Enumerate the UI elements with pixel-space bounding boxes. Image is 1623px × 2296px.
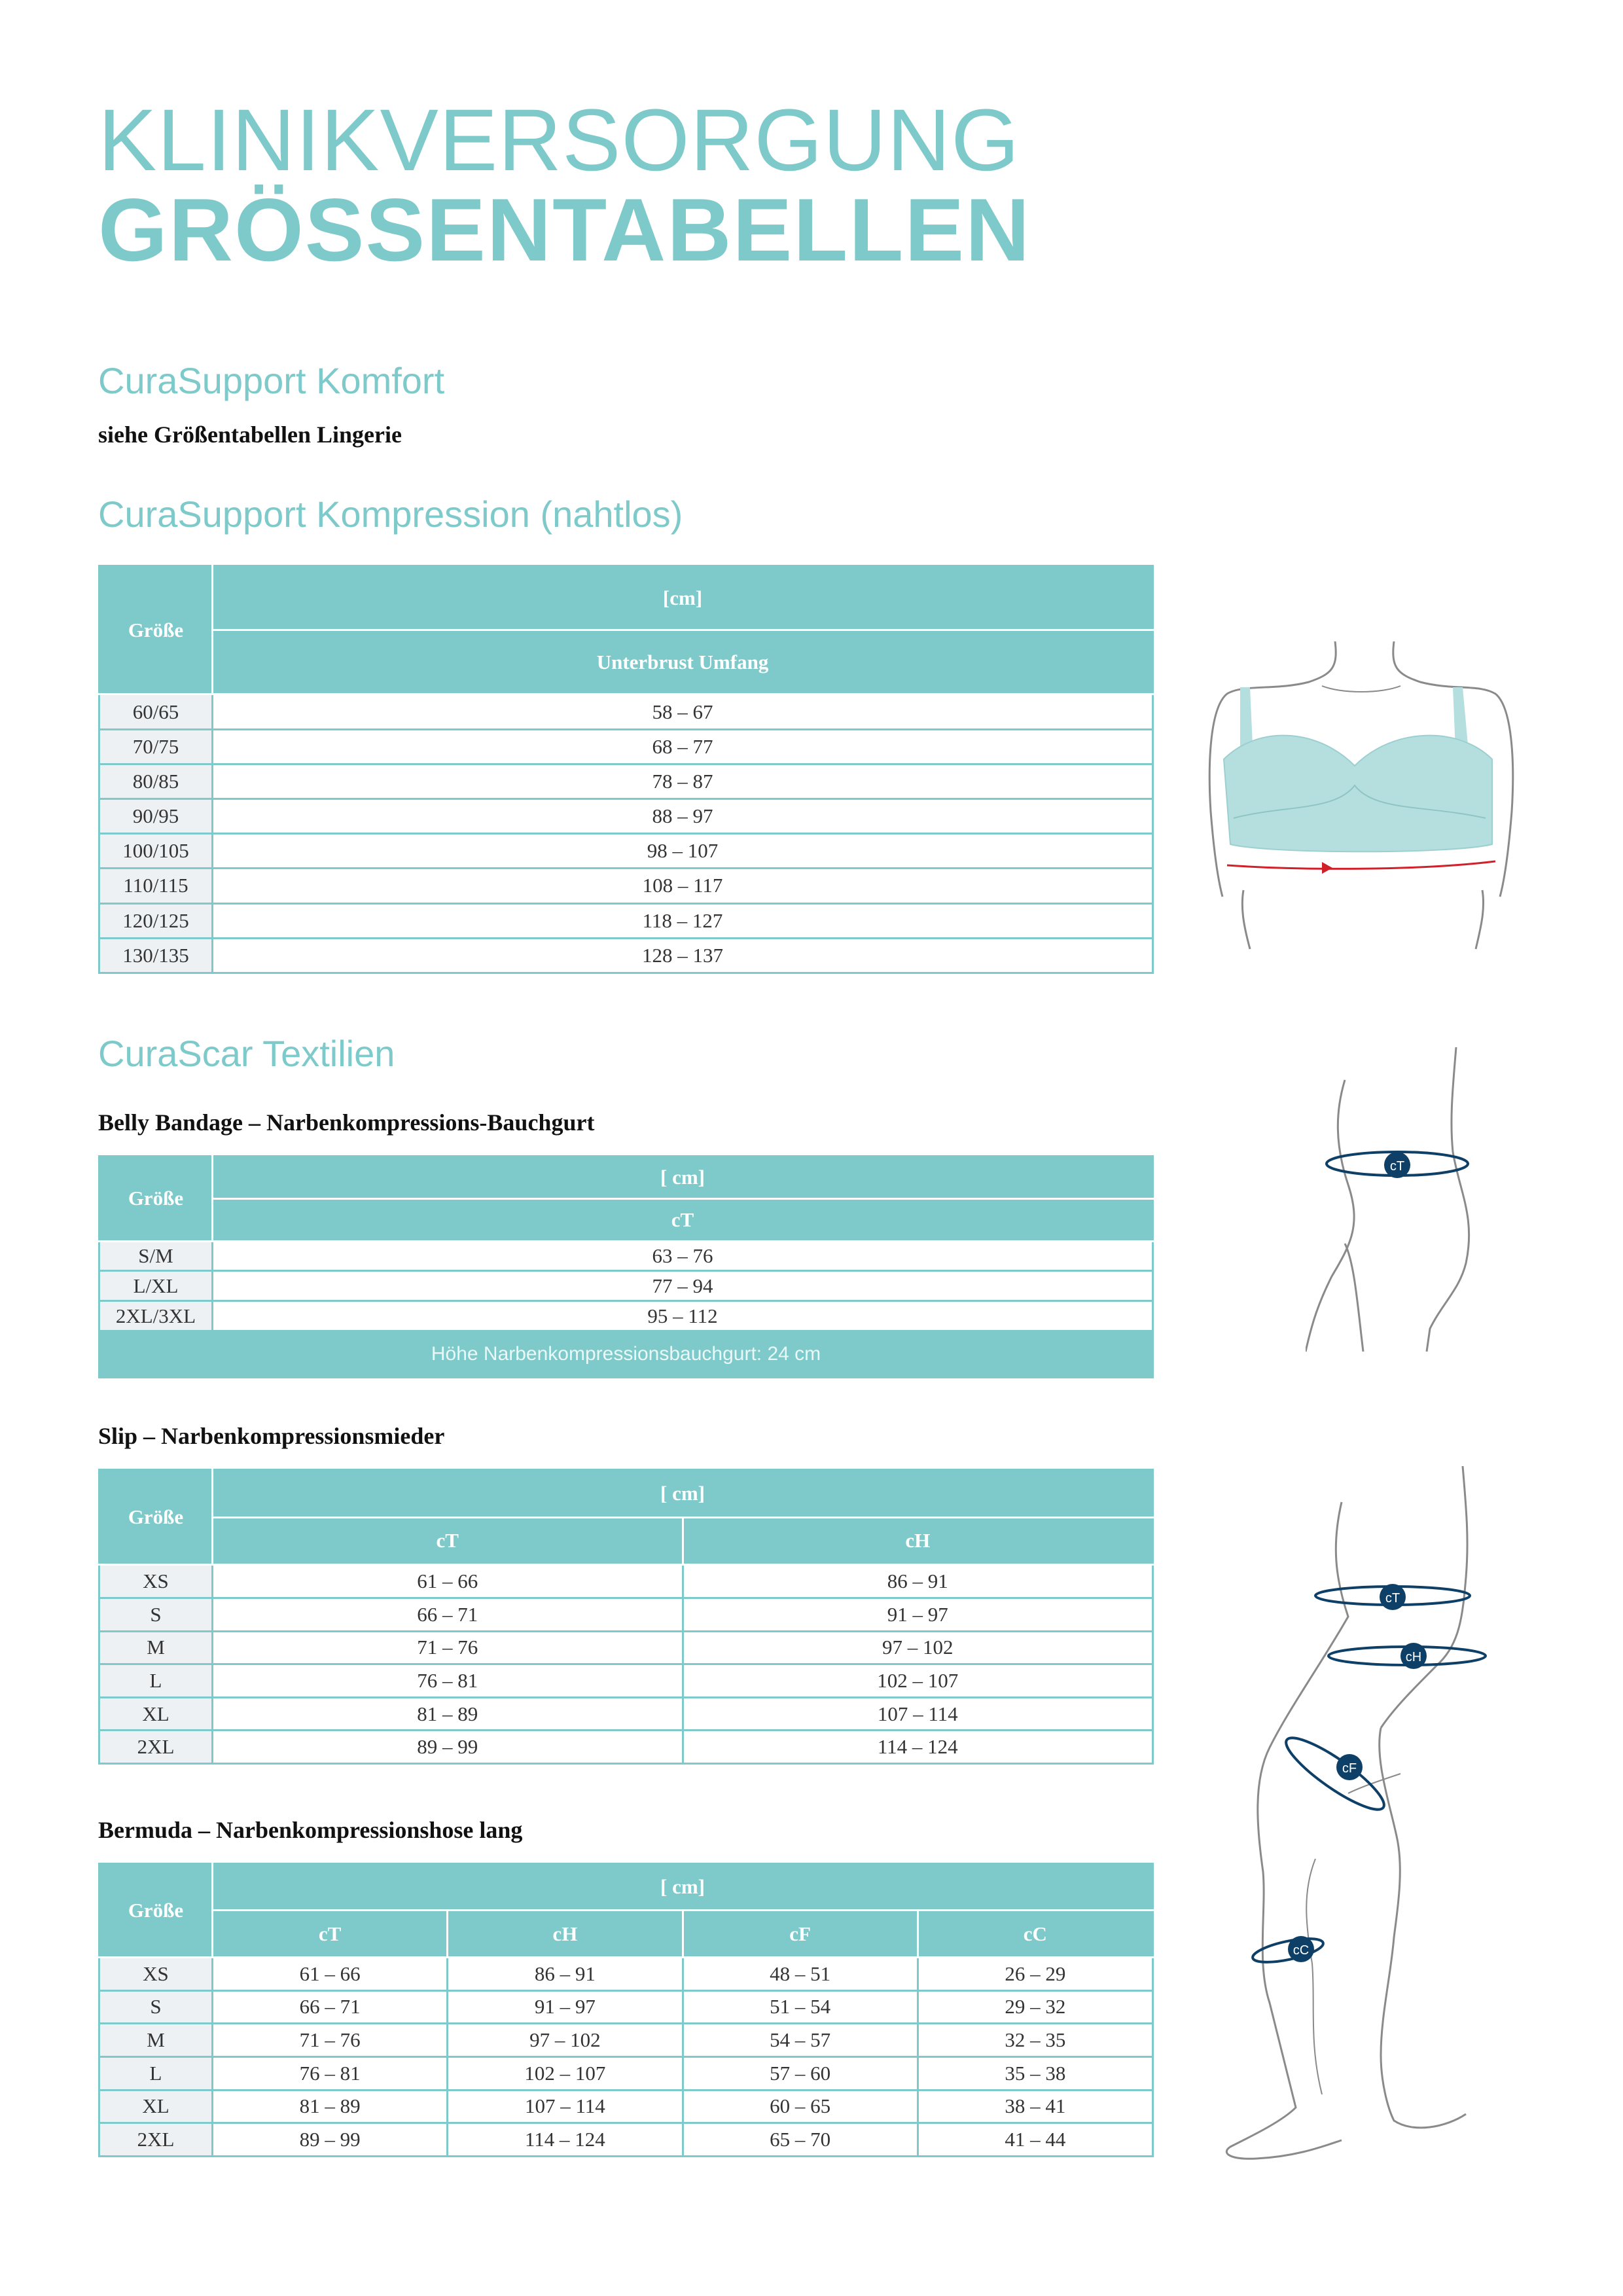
value-cell: 91 – 97 [683,1598,1153,1631]
measure-header: cT [213,1198,1153,1241]
table-row [99,1631,1153,1664]
col-cc-header: cC [918,1910,1152,1957]
value-cell: 66 – 71 [213,1598,683,1631]
value-cell: 61 – 66 [213,1957,448,1990]
value-cell: 32 – 35 [918,2024,1152,2057]
measure-header: Unterbrust Umfang [213,630,1153,694]
value-cell: 61 – 66 [213,1565,683,1598]
value-cell: 89 – 99 [213,2123,448,2157]
size-cell: 120/125 [99,903,213,938]
slip-heading: Slip – Narbenkompressionsmieder [98,1423,445,1449]
size-cell: XS [99,1957,213,1990]
value-cell: 97 – 102 [683,1631,1153,1664]
size-cell: L [99,1664,213,1698]
bra-shape [1224,687,1492,852]
table-row [99,2056,1153,2090]
col-ch-header: cH [448,1910,683,1957]
value-cell: 81 – 89 [213,2090,448,2123]
table-row [99,2123,1153,2157]
value-cell: 76 – 81 [213,1664,683,1698]
value-cell: 48 – 51 [683,1957,918,1990]
belly-footer: Höhe Narbenkompressionsbauchgurt: 24 cm [99,1331,1153,1378]
value-cell: 107 – 114 [448,2090,683,2123]
belly-table [98,1155,1154,1378]
komfort-heading: CuraSupport Komfort [98,360,445,401]
value-cell: 26 – 29 [918,1957,1152,1990]
table-row [99,1241,1153,1271]
value-cell: 107 – 114 [683,1697,1153,1731]
value-cell: 63 – 76 [213,1241,1153,1271]
size-cell: L/XL [99,1271,213,1301]
size-cell: 60/65 [99,694,213,729]
col-ct-header: cT [213,1910,448,1957]
marker-cf: cF [1342,1761,1357,1776]
marker-label: cT [1389,1159,1405,1174]
unit-header: [ cm] [213,1470,1153,1518]
size-cell: 2XL [99,2123,213,2157]
size-cell: 80/85 [99,764,213,798]
value-cell: 91 – 97 [448,1990,683,2024]
table-row [99,1598,1153,1631]
value-cell: 71 – 76 [213,1631,683,1664]
value-cell: 95 – 112 [213,1301,1153,1331]
col-cf-header: cF [683,1910,918,1957]
bermuda-table [98,1863,1154,2157]
size-cell: S [99,1990,213,2024]
belly-heading: Belly Bandage – Narbenkompressions-Bauchgurt [98,1109,595,1136]
col-size-header: Größe [99,566,213,694]
unit-header: [ cm] [213,1157,1153,1199]
value-cell: 114 – 124 [683,1731,1153,1764]
size-cell: 130/135 [99,938,213,973]
size-cell: XL [99,2090,213,2123]
value-cell: 97 – 102 [448,2024,683,2057]
col-ch-header: cH [683,1517,1153,1565]
table-row [99,1664,1153,1698]
value-cell: 89 – 99 [213,1731,683,1764]
value-cell: 78 – 87 [213,764,1153,798]
page-title-line1: KLINIKVERSORGUNG [98,92,1020,189]
komfort-note: siehe Größentabellen Lingerie [98,422,402,448]
value-cell: 88 – 97 [213,798,1153,833]
size-cell: 2XL/3XL [99,1301,213,1331]
size-cell: L [99,2056,213,2090]
slip-table [98,1469,1154,1765]
value-cell: 29 – 32 [918,1990,1152,2024]
value-cell: 86 – 91 [683,1565,1153,1598]
size-cell: S/M [99,1241,213,1271]
value-cell: 65 – 70 [683,2123,918,2157]
table-row [99,1957,1153,1990]
arrow-icon [1322,862,1332,874]
size-cell: S [99,1598,213,1631]
table-row [99,834,1153,869]
size-cell: 90/95 [99,798,213,833]
value-cell: 54 – 57 [683,2024,918,2057]
kompression-table [98,565,1154,974]
value-cell: 102 – 107 [683,1664,1153,1698]
value-cell: 38 – 41 [918,2090,1152,2123]
table-row [99,729,1153,764]
marker-ch: cH [1405,1650,1422,1664]
cf-ring [1279,1728,1392,1819]
col-size-header: Größe [99,1470,213,1565]
table-row [99,694,1153,729]
unit-header: [cm] [213,566,1153,630]
value-cell: 128 – 137 [213,938,1153,973]
curascar-heading: CuraScar Textilien [98,1033,395,1074]
bra-figure [1204,628,1518,956]
table-row [99,764,1153,798]
size-cell: M [99,1631,213,1664]
value-cell: 98 – 107 [213,834,1153,869]
size-cell: XS [99,1565,213,1598]
value-cell: 71 – 76 [213,2024,448,2057]
value-cell: 57 – 60 [683,2056,918,2090]
value-cell: 58 – 67 [213,694,1153,729]
unit-header: [ cm] [213,1864,1153,1910]
size-cell: 70/75 [99,729,213,764]
size-cell: 2XL [99,1731,213,1764]
value-cell: 114 – 124 [448,2123,683,2157]
underbust-line [1227,861,1495,869]
value-cell: 41 – 44 [918,2123,1152,2157]
value-cell: 51 – 54 [683,1990,918,2024]
kompression-heading: CuraSupport Kompression (nahtlos) [98,493,683,535]
value-cell: 108 – 117 [213,869,1153,903]
table-row [99,903,1153,938]
table-row [99,1990,1153,2024]
table-row [99,2024,1153,2057]
table-row [99,1271,1153,1301]
legs-figure [1217,1466,1518,2166]
size-cell: XL [99,1697,213,1731]
size-cell: 110/115 [99,869,213,903]
size-cell: 100/105 [99,834,213,869]
waist-figure [1306,1047,1502,1355]
table-row [99,2090,1153,2123]
col-size-header: Größe [99,1157,213,1242]
value-cell: 81 – 89 [213,1697,683,1731]
table-row [99,938,1153,973]
col-size-header: Größe [99,1864,213,1958]
size-cell: M [99,2024,213,2057]
marker-ct: cT [1385,1591,1400,1605]
value-cell: 68 – 77 [213,729,1153,764]
marker-cc: cC [1293,1943,1310,1958]
value-cell: 76 – 81 [213,2056,448,2090]
bermuda-heading: Bermuda – Narbenkompressionshose lang [98,1817,523,1843]
value-cell: 77 – 94 [213,1271,1153,1301]
col-ct-header: cT [213,1517,683,1565]
value-cell: 102 – 107 [448,2056,683,2090]
table-row [99,1697,1153,1731]
table-row [99,1301,1153,1331]
value-cell: 118 – 127 [213,903,1153,938]
value-cell: 86 – 91 [448,1957,683,1990]
value-cell: 60 – 65 [683,2090,918,2123]
page-title-line2: GRÖSSENTABELLEN [98,180,1031,279]
table-row [99,798,1153,833]
value-cell: 35 – 38 [918,2056,1152,2090]
table-row [99,1565,1153,1598]
table-row [99,869,1153,903]
table-row [99,1731,1153,1764]
value-cell: 66 – 71 [213,1990,448,2024]
